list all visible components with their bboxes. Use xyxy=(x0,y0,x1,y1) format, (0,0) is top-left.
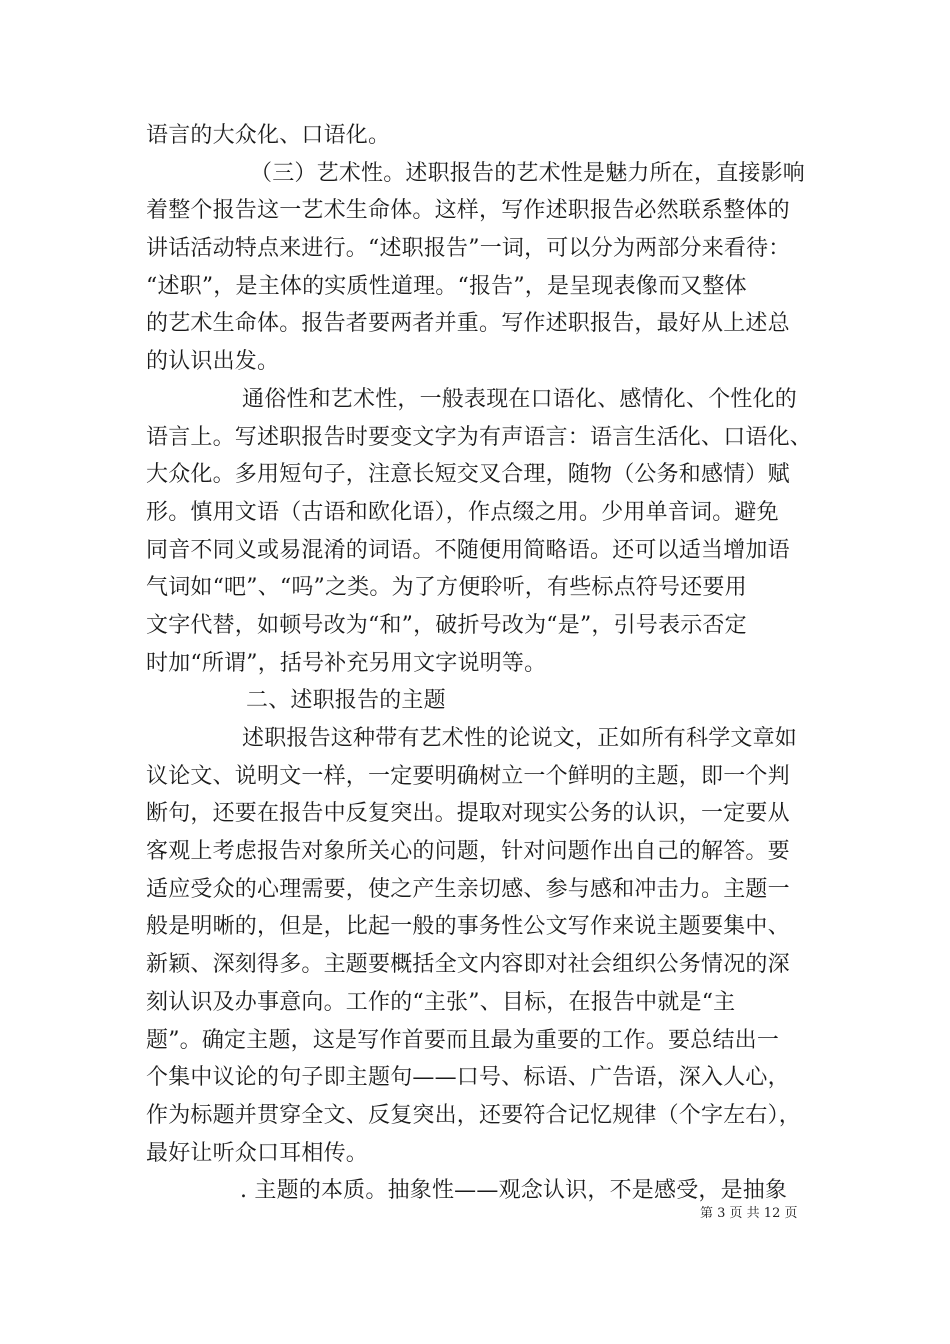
text-line: 适应受众的心理需要，使之产生亲切感、参与感和冲击力。主题一 xyxy=(146,876,790,902)
page-number-footer: 第 3 页 共 12 页 xyxy=(700,1206,798,1221)
text-line: 同音不同义或易混淆的词语。不随便用简略语。还可以适当增加语 xyxy=(146,537,790,563)
document-body xyxy=(146,117,814,1210)
text-line: 刻认识及办事意向。工作的“主张”、目标，在报告中就是“主 xyxy=(146,989,736,1015)
text-line: 着整个报告这一艺术生命体。这样，写作述职报告必然联系整体的 xyxy=(146,198,790,224)
text-line: 客观上考虑报告对象所关心的问题，针对问题作出自己的解答。要 xyxy=(146,839,790,865)
text-line: 作为标题并贯穿全文、反复突出，还要符合记忆规律（个字左右）， xyxy=(146,1102,802,1128)
text-line: 语言上。写述职报告时要变文字为有声语言：语言生活化、口语化、 xyxy=(146,424,813,450)
text-line: 题”。确定主题，这是写作首要而且最为重要的工作。要总结出一 xyxy=(146,1027,780,1053)
text-line: “述职”，是主体的实质性道理。“报告”，是呈现表像而又整体 xyxy=(146,273,747,299)
text-line: 时加“所谓”，括号补充另用文字说明等。 xyxy=(146,650,547,676)
text-line: 新颖、深刻得多。主题要概括全文内容即对社会组织公务情况的深 xyxy=(146,952,790,978)
text-line: 般是明晰的，但是，比起一般的事务性公文写作来说主题要集中、 xyxy=(146,914,790,940)
text-line: 断句，还要在报告中反复突出。提取对现实公务的认识，一定要从 xyxy=(146,801,790,827)
text-line: 议论文、说明文一样，一定要明确树立一个鲜明的主题，即一个判 xyxy=(146,763,790,789)
section-heading: 二、述职报告的主题 xyxy=(246,688,446,714)
text-line: 的艺术生命体。报告者要两者并重。写作述职报告，最好从上述总 xyxy=(146,311,790,337)
text-line: 语言的大众化、口语化。 xyxy=(146,123,391,148)
paragraph-start-line: 通俗性和艺术性，一般表现在口语化、感情化、个性化的 xyxy=(242,386,798,412)
text-line: 形。慎用文语（古语和欧化语），作点缀之用。少用单音词。避免 xyxy=(146,499,779,525)
text-line: 个集中议论的句子即主题句——口号、标语、广告语，深入人心， xyxy=(146,1065,790,1091)
text-line: 文字代替，如顿号改为“和”，破折号改为“是”，引号表示否定 xyxy=(146,612,747,638)
text-line: 大众化。多用短句子，注意长短交叉合理，随物（公务和感情）赋 xyxy=(146,462,790,488)
paragraph-start-line: . 主题的本质。抽象性——观念认识，不是感受，是抽象 xyxy=(240,1178,788,1204)
text-line: 讲话活动特点来进行。“述职报告”一词，可以分为两部分来看待： xyxy=(146,236,791,262)
paragraph-start-line: （三）艺术性。述职报告的艺术性是魅力所在，直接影响 xyxy=(250,160,806,186)
paragraph-start-line: 述职报告这种带有艺术性的论说文，正如所有科学文章如 xyxy=(242,726,798,751)
text-line: 气词如“吧”、“吗”之类。为了方便聆听，有些标点符号还要用 xyxy=(146,575,747,601)
text-line: 最好让听众口耳相传。 xyxy=(146,1140,369,1166)
text-line: 的认识出发。 xyxy=(146,349,280,375)
